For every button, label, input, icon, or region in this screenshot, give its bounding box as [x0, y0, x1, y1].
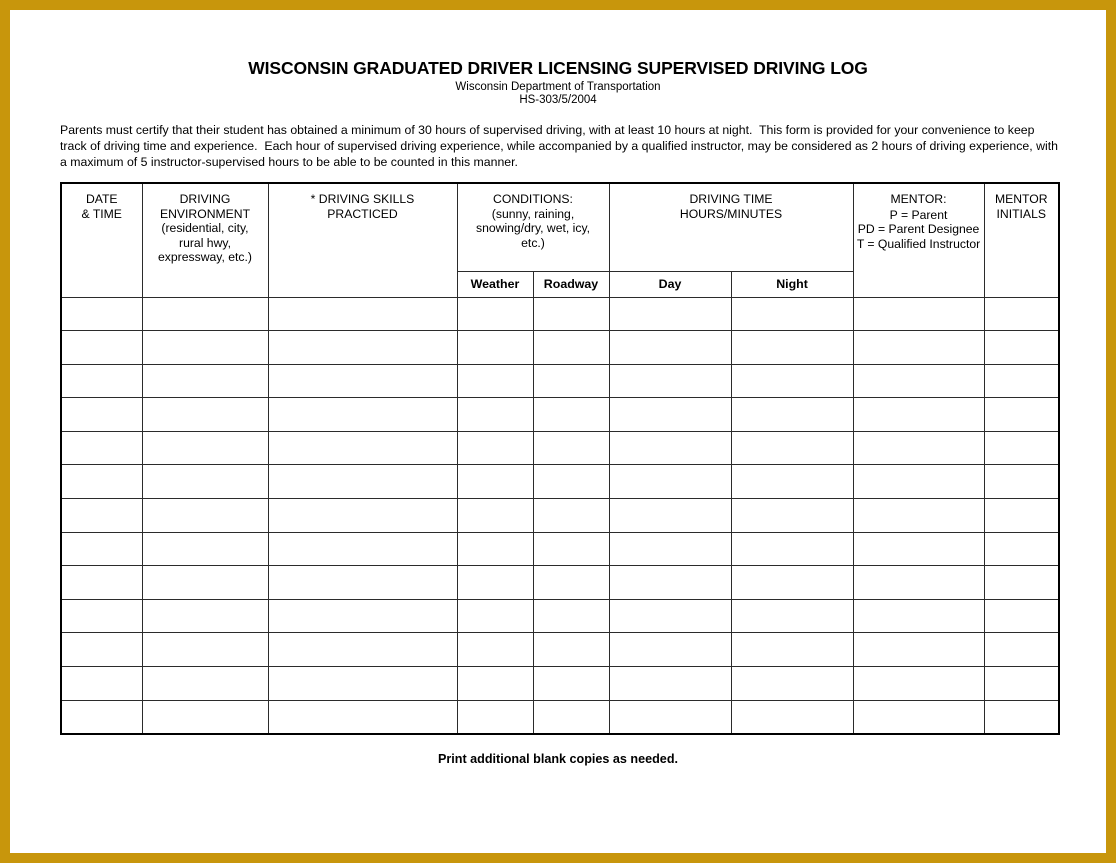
- cell-night[interactable]: [731, 532, 853, 566]
- cell-roadway[interactable]: [533, 499, 609, 533]
- cell-mentor[interactable]: [853, 398, 984, 432]
- cell-weather[interactable]: [457, 499, 533, 533]
- cell-driving-environment[interactable]: [142, 431, 268, 465]
- cell-driving-environment[interactable]: [142, 599, 268, 633]
- cell-mentor[interactable]: [853, 331, 984, 365]
- page-title: WISCONSIN GRADUATED DRIVER LICENSING SUPERVISED DRIVING LOG: [248, 58, 868, 78]
- cell-roadway[interactable]: [533, 599, 609, 633]
- cell-date-time[interactable]: [61, 700, 142, 734]
- table-row[interactable]: [61, 667, 1059, 701]
- cell-mentor-initials[interactable]: [984, 398, 1059, 432]
- cell-mentor-initials[interactable]: [984, 364, 1059, 398]
- mentor-legend-qualified-instructor: T = Qualified Instructor: [856, 236, 981, 251]
- cell-night[interactable]: [731, 700, 853, 734]
- col-subheader-day: Day: [609, 271, 731, 297]
- cell-mentor[interactable]: [853, 364, 984, 398]
- cell-day[interactable]: [609, 499, 731, 533]
- conditions-line-1: CONDITIONS:: [493, 192, 573, 206]
- cell-driving-skills[interactable]: [268, 700, 457, 734]
- mentor-initials-line-2: INITIALS: [996, 206, 1046, 221]
- cell-weather[interactable]: [457, 599, 533, 633]
- cell-roadway[interactable]: [533, 398, 609, 432]
- cell-day[interactable]: [609, 331, 731, 365]
- header-row-group: [61, 183, 1059, 271]
- cell-day[interactable]: [609, 599, 731, 633]
- cell-night[interactable]: [731, 566, 853, 600]
- cell-roadway[interactable]: [533, 331, 609, 365]
- cell-date-time[interactable]: [61, 633, 142, 667]
- cell-day[interactable]: [609, 667, 731, 701]
- cell-date-time[interactable]: [61, 667, 142, 701]
- cell-roadway[interactable]: [533, 364, 609, 398]
- col-subheader-night: Night: [731, 271, 853, 297]
- table-row[interactable]: [61, 599, 1059, 633]
- driving-time-line-1: DRIVING TIME: [689, 192, 773, 206]
- table-row[interactable]: [61, 499, 1059, 533]
- cell-driving-skills[interactable]: [268, 566, 457, 600]
- agency-subtitle: Wisconsin Department of Transportation: [455, 81, 661, 93]
- cell-roadway[interactable]: [533, 700, 609, 734]
- col-subheader-roadway: Roadway: [533, 271, 609, 297]
- col-header-driving-time: [609, 183, 853, 271]
- intro-paragraph: Parents must certify that their student has obtained a minimum of 30 hours of supervised driving, with at least 10 hours at night. This form is provided for your convenience to keep track of driving time and experience. Each hour of supervised driving experience, while accompanied by a qualified instructor, may be considered as 2 hours of driving experience, with a maximum of 5 instructor-supervised hours to be able to be counted in this manner.: [60, 123, 1062, 170]
- cell-mentor-initials[interactable]: [984, 667, 1059, 701]
- cell-mentor[interactable]: [853, 667, 984, 701]
- cell-mentor[interactable]: [853, 599, 984, 633]
- cell-driving-skills[interactable]: [268, 532, 457, 566]
- cell-driving-environment[interactable]: [142, 532, 268, 566]
- cell-mentor-initials[interactable]: [984, 700, 1059, 734]
- cell-roadway[interactable]: [533, 633, 609, 667]
- cell-weather[interactable]: [457, 633, 533, 667]
- cell-date-time[interactable]: [61, 398, 142, 432]
- cell-mentor-initials[interactable]: [984, 431, 1059, 465]
- cell-driving-skills[interactable]: [268, 465, 457, 499]
- cell-roadway[interactable]: [533, 297, 609, 331]
- driving-environment-line-2: ENVIRONMENT: [159, 206, 251, 221]
- cell-driving-environment[interactable]: [142, 364, 268, 398]
- table-row[interactable]: [61, 633, 1059, 667]
- cell-weather[interactable]: [457, 532, 533, 566]
- cell-date-time[interactable]: [61, 465, 142, 499]
- table-row[interactable]: [61, 297, 1059, 331]
- conditions-line-2: (sunny, raining,: [491, 206, 575, 221]
- cell-driving-skills[interactable]: [268, 499, 457, 533]
- cell-roadway[interactable]: [533, 532, 609, 566]
- table-row[interactable]: [61, 331, 1059, 365]
- cell-roadway[interactable]: [533, 431, 609, 465]
- cell-mentor[interactable]: [853, 431, 984, 465]
- cell-night[interactable]: [731, 633, 853, 667]
- table-row[interactable]: [61, 398, 1059, 432]
- cell-driving-skills[interactable]: [268, 667, 457, 701]
- cell-roadway[interactable]: [533, 566, 609, 600]
- driving-environment-line-5: expressway, etc.): [158, 250, 252, 265]
- cell-mentor-initials[interactable]: [984, 331, 1059, 365]
- cell-day[interactable]: [609, 398, 731, 432]
- cell-night[interactable]: [731, 667, 853, 701]
- cell-driving-environment[interactable]: [142, 331, 268, 365]
- cell-weather[interactable]: [457, 398, 533, 432]
- cell-driving-skills[interactable]: [268, 431, 457, 465]
- cell-driving-environment[interactable]: [142, 633, 268, 667]
- cell-night[interactable]: [731, 499, 853, 533]
- cell-night[interactable]: [731, 431, 853, 465]
- cell-driving-skills[interactable]: [268, 599, 457, 633]
- col-header-date-time: [61, 183, 142, 297]
- cell-driving-environment[interactable]: [142, 700, 268, 734]
- table-body: [61, 297, 1059, 734]
- cell-day[interactable]: [609, 431, 731, 465]
- mentor-legend-parent: P = Parent: [889, 207, 948, 222]
- driving-skills-line-1: * DRIVING SKILLS: [310, 192, 415, 206]
- date-time-line-2: & TIME: [81, 206, 122, 221]
- col-header-mentor: [853, 183, 984, 297]
- cell-mentor[interactable]: [853, 700, 984, 734]
- cell-mentor-initials[interactable]: [984, 566, 1059, 600]
- mentor-legend-parent-designee: PD = Parent Designee: [857, 222, 980, 237]
- cell-driving-skills[interactable]: [268, 364, 457, 398]
- table-header: [61, 183, 1059, 297]
- col-header-driving-environment: [142, 183, 268, 297]
- cell-roadway[interactable]: [533, 465, 609, 499]
- cell-mentor-initials[interactable]: [984, 633, 1059, 667]
- cell-driving-environment[interactable]: [142, 566, 268, 600]
- cell-driving-skills[interactable]: [268, 633, 457, 667]
- cell-mentor-initials[interactable]: [984, 499, 1059, 533]
- table-row[interactable]: [61, 532, 1059, 566]
- driving-environment-line-4: rural hwy,: [179, 235, 231, 250]
- cell-date-time[interactable]: [61, 431, 142, 465]
- cell-night[interactable]: [731, 599, 853, 633]
- cell-night[interactable]: [731, 465, 853, 499]
- cell-mentor[interactable]: [853, 633, 984, 667]
- cell-driving-environment[interactable]: [142, 398, 268, 432]
- cell-day[interactable]: [609, 364, 731, 398]
- cell-weather[interactable]: [457, 331, 533, 365]
- cell-roadway[interactable]: [533, 667, 609, 701]
- cell-day[interactable]: [609, 566, 731, 600]
- cell-mentor-initials[interactable]: [984, 599, 1059, 633]
- cell-mentor[interactable]: [853, 532, 984, 566]
- cell-mentor[interactable]: [853, 297, 984, 331]
- driving-time-line-2: HOURS/MINUTES: [679, 206, 783, 221]
- cell-driving-environment[interactable]: [142, 465, 268, 499]
- col-header-mentor-initials: [984, 183, 1059, 297]
- mentor-initials-line-1: MENTOR: [994, 192, 1048, 206]
- cell-day[interactable]: [609, 465, 731, 499]
- driving-environment-line-1: DRIVING: [179, 192, 231, 206]
- cell-date-time[interactable]: [61, 499, 142, 533]
- conditions-line-4: etc.): [521, 235, 545, 250]
- cell-date-time[interactable]: [61, 599, 142, 633]
- driving-skills-line-2: PRACTICED: [327, 206, 398, 221]
- cell-weather[interactable]: [457, 465, 533, 499]
- mentor-title: MENTOR:: [890, 192, 947, 206]
- cell-mentor[interactable]: [853, 465, 984, 499]
- cell-day[interactable]: [609, 700, 731, 734]
- cell-driving-environment[interactable]: [142, 667, 268, 701]
- form-sheet: [10, 10, 1106, 853]
- table-row[interactable]: [61, 431, 1059, 465]
- cell-driving-skills[interactable]: [268, 398, 457, 432]
- cell-date-time[interactable]: [61, 364, 142, 398]
- conditions-line-3: snowing/dry, wet, icy,: [476, 221, 591, 236]
- cell-day[interactable]: [609, 297, 731, 331]
- cell-date-time[interactable]: [61, 331, 142, 365]
- cell-day[interactable]: [609, 633, 731, 667]
- col-header-conditions: [457, 183, 609, 271]
- table-row[interactable]: [61, 566, 1059, 600]
- cell-mentor-initials[interactable]: [984, 297, 1059, 331]
- cell-weather[interactable]: [457, 431, 533, 465]
- form-number: HS-303/5/2004: [519, 94, 597, 106]
- col-subheader-weather: Weather: [457, 271, 533, 297]
- table-row[interactable]: [61, 465, 1059, 499]
- date-time-line-1: DATE: [85, 192, 118, 206]
- cell-date-time[interactable]: [61, 532, 142, 566]
- cell-driving-skills[interactable]: [268, 297, 457, 331]
- cell-mentor-initials[interactable]: [984, 465, 1059, 499]
- cell-driving-skills[interactable]: [268, 331, 457, 365]
- cell-date-time[interactable]: [61, 566, 142, 600]
- cell-weather[interactable]: [457, 364, 533, 398]
- table-row[interactable]: [61, 364, 1059, 398]
- supervised-driving-log-table: [60, 182, 1060, 735]
- cell-mentor[interactable]: [853, 566, 984, 600]
- cell-weather[interactable]: [457, 566, 533, 600]
- cell-date-time[interactable]: [61, 297, 142, 331]
- cell-driving-environment[interactable]: [142, 499, 268, 533]
- driving-environment-line-3: (residential, city,: [161, 221, 249, 236]
- footer-note: Print additional blank copies as needed.: [437, 752, 679, 766]
- cell-night[interactable]: [731, 331, 853, 365]
- cell-day[interactable]: [609, 532, 731, 566]
- cell-weather[interactable]: [457, 297, 533, 331]
- cell-weather[interactable]: [457, 700, 533, 734]
- cell-weather[interactable]: [457, 667, 533, 701]
- cell-night[interactable]: [731, 398, 853, 432]
- cell-night[interactable]: [731, 364, 853, 398]
- cell-mentor[interactable]: [853, 499, 984, 533]
- cell-mentor-initials[interactable]: [984, 532, 1059, 566]
- cell-driving-environment[interactable]: [142, 297, 268, 331]
- cell-night[interactable]: [731, 297, 853, 331]
- col-header-driving-skills: [268, 183, 457, 297]
- table-row[interactable]: [61, 700, 1059, 734]
